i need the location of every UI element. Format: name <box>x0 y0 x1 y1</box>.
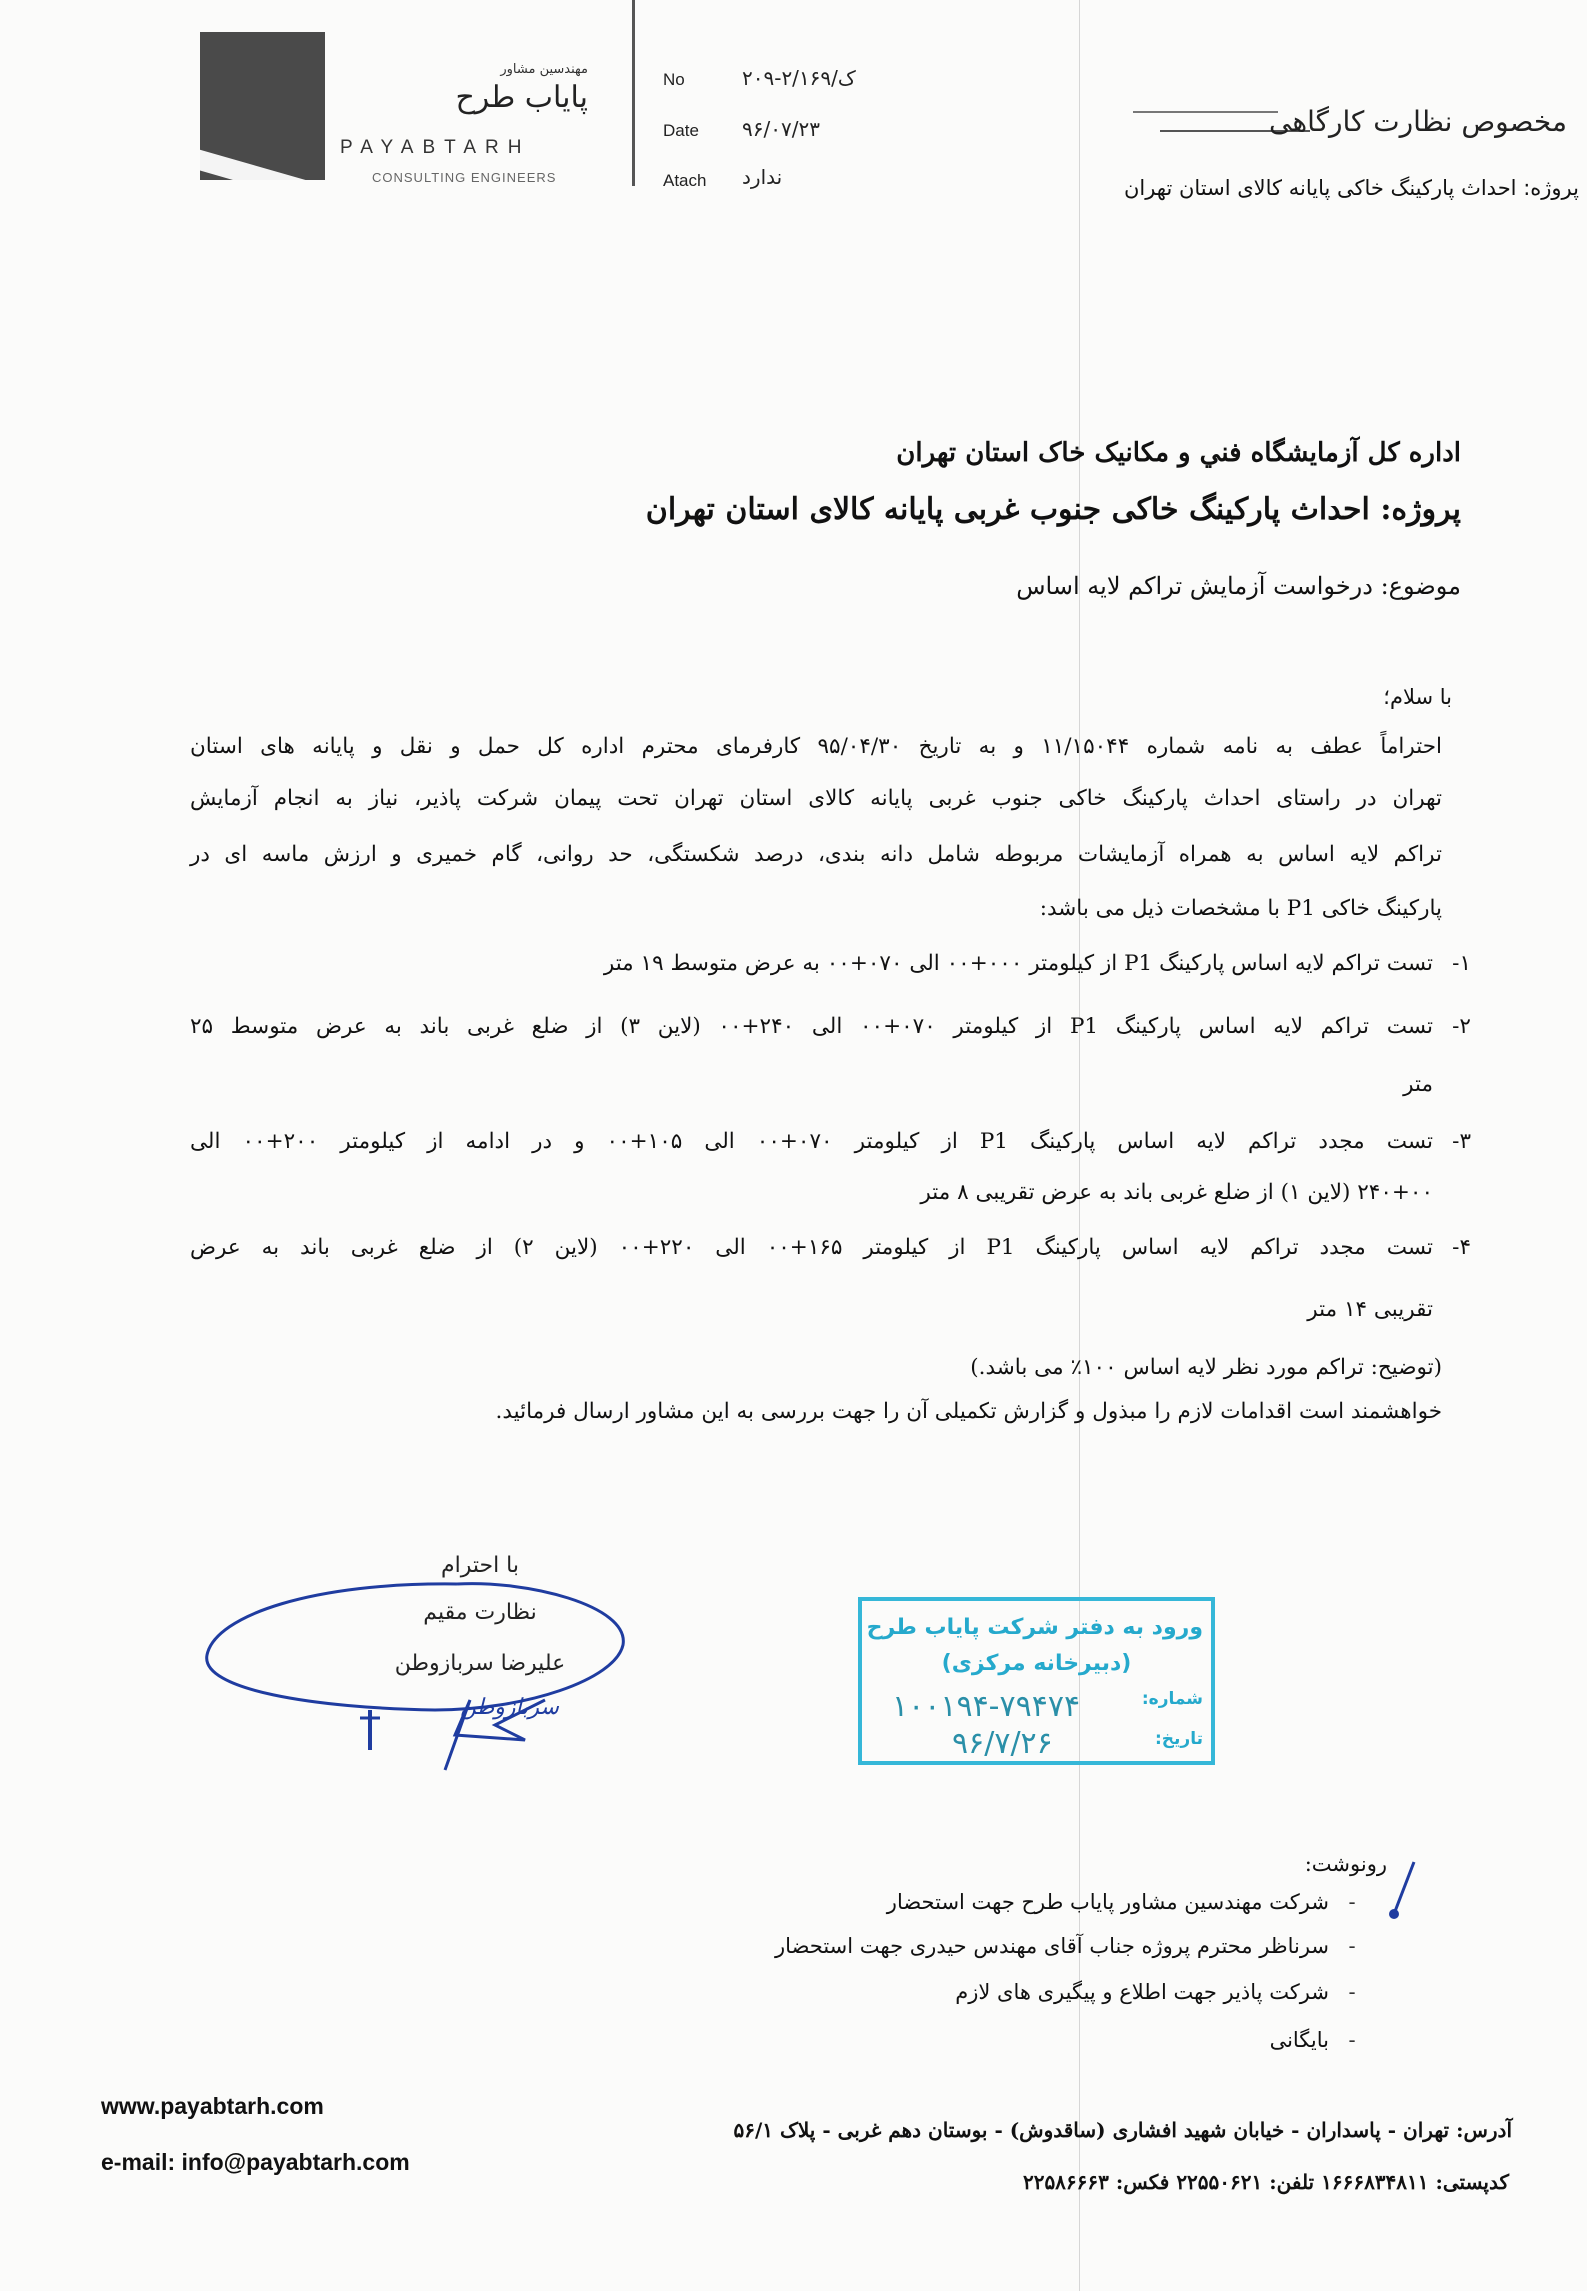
brand-name-en: PAYABTARH <box>340 137 531 158</box>
brand-name-fa: پایاب طرح <box>455 80 588 115</box>
item-continuation: ۲۴۰+۰۰ (لاین ۱) از ضلع غربی باند به عرض تقریبی ۸ متر <box>920 1180 1433 1205</box>
attachment-label: Atach <box>663 171 707 190</box>
supervision-heading: مخصوص نظارت کارگاهی <box>1269 105 1567 138</box>
header-divider <box>632 0 635 186</box>
date-label: Date <box>663 121 699 140</box>
stamp-date-value: ۹۶/۷/۲۶ <box>952 1726 1053 1761</box>
decorative-line <box>1133 111 1278 113</box>
checkmark-icon <box>1388 1860 1418 1922</box>
signer-name: علیرضا سربازوطن <box>394 1651 566 1676</box>
email-link[interactable]: e-mail: info@payabtarh.com <box>101 2149 410 2175</box>
list-item <box>604 951 1471 976</box>
stamp-subtitle: (دبیرخانه مرکزی) <box>941 1651 1132 1676</box>
project-title: پروژه: احداث پارکینگ خاکی جنوب غربی پایانه کالای استان تهران <box>645 492 1461 527</box>
cc-item: -سرناظر محترم پروژه جناب آقای مهندس حیدری جهت استحضار <box>775 1934 1356 1958</box>
regards: با احترام <box>440 1553 520 1578</box>
date-value: ۹۶/۰۷/۲۳ <box>742 117 820 141</box>
cc-item: -شرکت پاذیر جهت اطلاع و پیگیری های لازم <box>955 1980 1356 2004</box>
item-text: تست مجدد تراکم لایه اساس پارکینگ P1 از کیلومتر ۰۷۰+۰۰ الی ۱۰۵+۰۰ و در ادامه از کیلومتر ۲۰۰+۰۰ الی <box>190 1129 1433 1154</box>
website-link[interactable]: www.payabtarh.com <box>101 2093 324 2119</box>
item-text: تست مجدد تراکم لایه اساس پارکینگ P1 از کیلومتر ۱۶۵+۰۰ الی ۲۲۰+۰۰ (لاین ۲) از ضلع غربی باند به عرض <box>190 1235 1433 1260</box>
stamp-date-label: تاریخ: <box>1155 1729 1203 1749</box>
request-line: خواهشمند است اقدامات لازم را مبذول و گزارش تکمیلی آن را جهت بررسی به این مشاور ارسال فرمائید. <box>495 1399 1442 1424</box>
brand-subtitle-en: CONSULTING ENGINEERS <box>372 170 557 185</box>
greeting: با سلام؛ <box>1383 685 1452 709</box>
project-heading: پروژه: احداث پارکینگ خاکی پایانه کالای استان تهران <box>1123 176 1579 200</box>
contact-info: کدپستی: ۱۶۶۶۸۳۴۸۱۱ تلفن: ۲۲۵۵۰۶۲۱ فکس: ۲۲۵۸۶۶۶۳ <box>1022 2170 1509 2194</box>
item-number: ۱- <box>1452 951 1471 976</box>
cc-item: -شرکت مهندسین مشاور پایاب طرح جهت استحضار <box>886 1890 1356 1914</box>
brand-subtitle-fa: مهندسین مشاور <box>500 62 588 77</box>
cc-item: -بایگانی <box>1269 2028 1356 2052</box>
note: (توضیح: تراکم مورد نظر لایه اساس ۱۰۰٪ می باشد.) <box>970 1355 1442 1380</box>
address: آدرس: تهران - پاسداران - خیابان شهید افشاری (ساقدوش) - بوستان دهم غربی - پلاک ۵۶/۱ <box>733 2118 1512 2142</box>
item-continuation: متر <box>1403 1072 1433 1097</box>
item-number: ۴- <box>1452 1235 1471 1260</box>
item-number: ۲- <box>1452 1014 1471 1039</box>
list-item <box>190 1014 1471 1039</box>
list-item <box>190 1129 1471 1154</box>
received-stamp <box>858 1597 1215 1765</box>
company-logo <box>200 32 325 180</box>
attachment-value: ندارد <box>742 165 783 189</box>
signer-title: نظارت مقیم <box>423 1600 537 1625</box>
subject-line: موضوع: درخواست آزمایش تراکم لایه اساس <box>1016 572 1461 600</box>
recipient-line: اداره کل آزمایشگاه فني و مکانیک خاک استان تهران <box>896 438 1461 468</box>
stamp-number-value: ۱۰۰۱۹۴-۷۹۴۷۴ <box>892 1689 1081 1724</box>
stamp-title: ورود به دفتر شرکت پایاب طرح <box>866 1615 1203 1640</box>
signature-scribble <box>195 1560 655 1790</box>
paragraph-line: تهران در راستای احداث پارکینگ خاکی جنوب غربی پایانه کالای استان تهران تحت پیمان شرکت پاذیر، نیاز به انجام آزمایش <box>190 786 1442 811</box>
item-continuation: تقریبی ۱۴ متر <box>1307 1297 1433 1322</box>
signature: سربازوطن <box>460 1695 559 1720</box>
stamp-number-label: شماره: <box>1141 1689 1203 1709</box>
item-text: تست تراکم لایه اساس پارکینگ P1 از کیلومتر ۰۷۰+۰۰ الی ۲۴۰+۰۰ (لاین ۳) از ضلع غربی باند به عرض متوسط ۲۵ <box>190 1014 1433 1039</box>
number-value: ۲۰۹-۲/ک/۱۶۹ <box>742 66 856 90</box>
number-label: No <box>663 70 685 89</box>
paragraph-line: احتراماً عطف به نامه شماره ۱۱/۱۵۰۴۴ و به تاریخ ۹۵/۰۴/۳۰ کارفرمای محترم اداره کل حمل و نقل و پایانه های استان <box>190 734 1442 759</box>
cc-title: رونوشت: <box>1304 1852 1387 1876</box>
paragraph-line: پارکینگ خاکی P1 با مشخصات ذیل می باشد: <box>1039 896 1442 921</box>
list-item <box>190 1235 1471 1260</box>
item-number: ۳- <box>1452 1129 1471 1154</box>
paragraph-line: تراکم لایه اساس به همراه آزمایشات مربوطه شامل دانه بندی، درصد شکستگی، حد روانی، گام خمیری و ارزش ماسه ای در <box>190 842 1442 867</box>
item-text: تست تراکم لایه اساس پارکینگ P1 از کیلومتر ۰۰۰+۰۰ الی ۰۷۰+۰۰ به عرض متوسط ۱۹ متر <box>603 951 1433 976</box>
